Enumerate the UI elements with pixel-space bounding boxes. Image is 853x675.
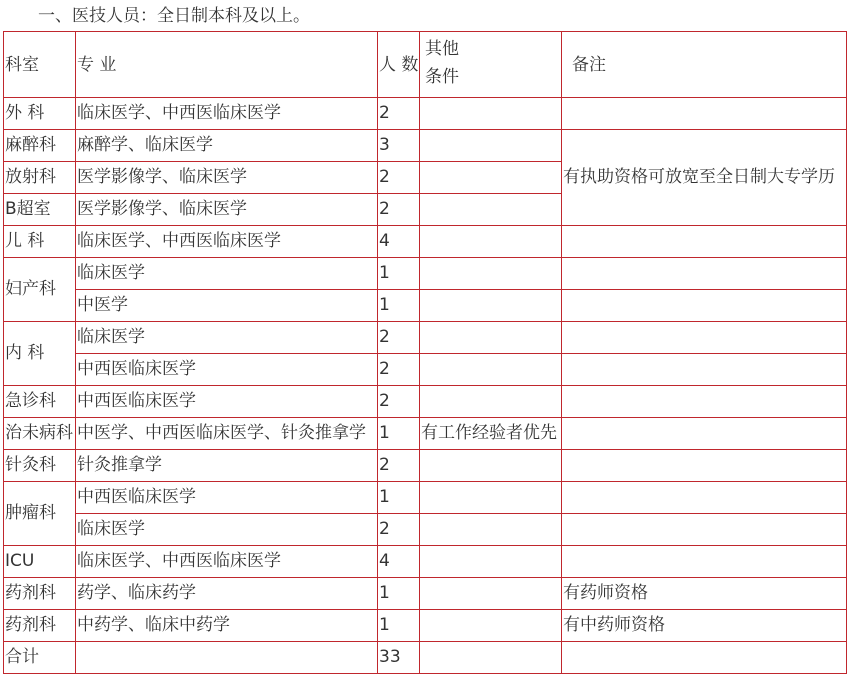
note-cell: [562, 546, 847, 578]
major-cell: 药学、临床药学: [76, 578, 378, 610]
other-cell: [420, 482, 562, 514]
table-row: [4, 386, 847, 418]
major-cell: 针灸推拿学: [76, 450, 378, 482]
header-row: [4, 32, 847, 98]
section-heading: 一、医技人员：全日制本科及以上。: [38, 6, 310, 26]
col-header-note: 备注: [562, 32, 847, 98]
note-cell: 有药师资格: [562, 578, 847, 610]
count-cell: 4: [378, 546, 420, 578]
col-header-other-line1: 其他: [425, 39, 459, 59]
other-cell: 有工作经验者优先: [420, 418, 562, 450]
dept-cell: 外 科: [4, 98, 76, 130]
major-cell: 临床医学: [76, 322, 378, 354]
total-major-cell: [76, 642, 378, 674]
table-row: [4, 450, 847, 482]
major-cell: 中医学: [76, 290, 378, 322]
table-row: [4, 98, 847, 130]
major-cell: 医学影像学、临床医学: [76, 194, 378, 226]
count-cell: 3: [378, 130, 420, 162]
major-cell: 中药学、临床中药学: [76, 610, 378, 642]
other-cell: [420, 162, 562, 194]
major-cell: 临床医学: [76, 514, 378, 546]
count-cell: 2: [378, 194, 420, 226]
major-cell: 临床医学、中西医临床医学: [76, 546, 378, 578]
dept-cell: 药剂科: [4, 578, 76, 610]
major-cell: 中西医临床医学: [76, 482, 378, 514]
table-row: [4, 258, 847, 290]
count-cell: 2: [378, 98, 420, 130]
other-cell: [420, 546, 562, 578]
dept-cell: 妇产科: [4, 258, 76, 322]
dept-cell: 治未病科: [4, 418, 76, 450]
dept-cell: 针灸科: [4, 450, 76, 482]
other-cell: [420, 450, 562, 482]
other-cell: [420, 610, 562, 642]
other-cell: [420, 354, 562, 386]
major-cell: 中西医临床医学: [76, 386, 378, 418]
note-cell: [562, 322, 847, 354]
major-cell: 临床医学、中西医临床医学: [76, 98, 378, 130]
other-cell: [420, 578, 562, 610]
count-cell: 1: [378, 418, 420, 450]
table-row: [4, 418, 847, 450]
dept-cell: 肿瘤科: [4, 482, 76, 546]
note-cell: 有中药师资格: [562, 610, 847, 642]
other-cell: [420, 98, 562, 130]
note-cell: [562, 290, 847, 322]
count-cell: 2: [378, 322, 420, 354]
other-cell: [420, 386, 562, 418]
major-cell: 临床医学、中西医临床医学: [76, 226, 378, 258]
count-cell: 1: [378, 578, 420, 610]
note-cell: [562, 98, 847, 130]
col-header-dept: 科室: [4, 32, 76, 98]
other-cell: [420, 514, 562, 546]
table-row: [4, 290, 847, 322]
count-cell: 2: [378, 450, 420, 482]
dept-cell: 麻醉科: [4, 130, 76, 162]
merged-note-cell: 有执助资格可放宽至全日制大专学历: [562, 130, 847, 226]
table-row: [4, 322, 847, 354]
note-cell: [562, 226, 847, 258]
note-cell: [562, 482, 847, 514]
staff-table: [3, 31, 847, 674]
other-cell: [420, 290, 562, 322]
major-cell: 中西医临床医学: [76, 354, 378, 386]
col-header-other-line2: 条件: [425, 67, 459, 87]
total-other-cell: [420, 642, 562, 674]
major-cell: 麻醉学、临床医学: [76, 130, 378, 162]
dept-cell: B超室: [4, 194, 76, 226]
other-cell: [420, 130, 562, 162]
count-cell: 1: [378, 482, 420, 514]
note-cell: [562, 418, 847, 450]
total-label-cell: 合计: [4, 642, 76, 674]
table-row: [4, 354, 847, 386]
count-cell: 2: [378, 514, 420, 546]
count-cell: 2: [378, 386, 420, 418]
dept-cell: 放射科: [4, 162, 76, 194]
dept-cell: 药剂科: [4, 610, 76, 642]
table-row: [4, 546, 847, 578]
count-cell: 2: [378, 162, 420, 194]
dept-cell: 儿 科: [4, 226, 76, 258]
note-cell: [562, 450, 847, 482]
total-count-cell: 33: [378, 642, 420, 674]
table-row: [4, 130, 847, 162]
note-cell: [562, 386, 847, 418]
count-cell: 1: [378, 258, 420, 290]
table-row: [4, 514, 847, 546]
major-cell: 中医学、中西医临床医学、针灸推拿学: [76, 418, 378, 450]
major-cell: 医学影像学、临床医学: [76, 162, 378, 194]
other-cell: [420, 322, 562, 354]
dept-cell: 急诊科: [4, 386, 76, 418]
count-cell: 1: [378, 290, 420, 322]
count-cell: 2: [378, 354, 420, 386]
table-row: [4, 226, 847, 258]
other-cell: [420, 258, 562, 290]
other-cell: [420, 226, 562, 258]
major-cell: 临床医学: [76, 258, 378, 290]
col-header-major: 专 业: [76, 32, 378, 98]
table-row: [4, 482, 847, 514]
dept-cell: ICU: [4, 546, 76, 578]
table-row: [4, 578, 847, 610]
note-cell: [562, 514, 847, 546]
count-cell: 4: [378, 226, 420, 258]
dept-cell: 内 科: [4, 322, 76, 386]
table-row: [4, 610, 847, 642]
col-header-other: [420, 32, 562, 98]
total-note-cell: [562, 642, 847, 674]
other-cell: [420, 194, 562, 226]
note-cell: [562, 354, 847, 386]
total-row: [4, 642, 847, 674]
count-cell: 1: [378, 610, 420, 642]
note-cell: [562, 258, 847, 290]
col-header-count: 人 数: [378, 32, 420, 98]
